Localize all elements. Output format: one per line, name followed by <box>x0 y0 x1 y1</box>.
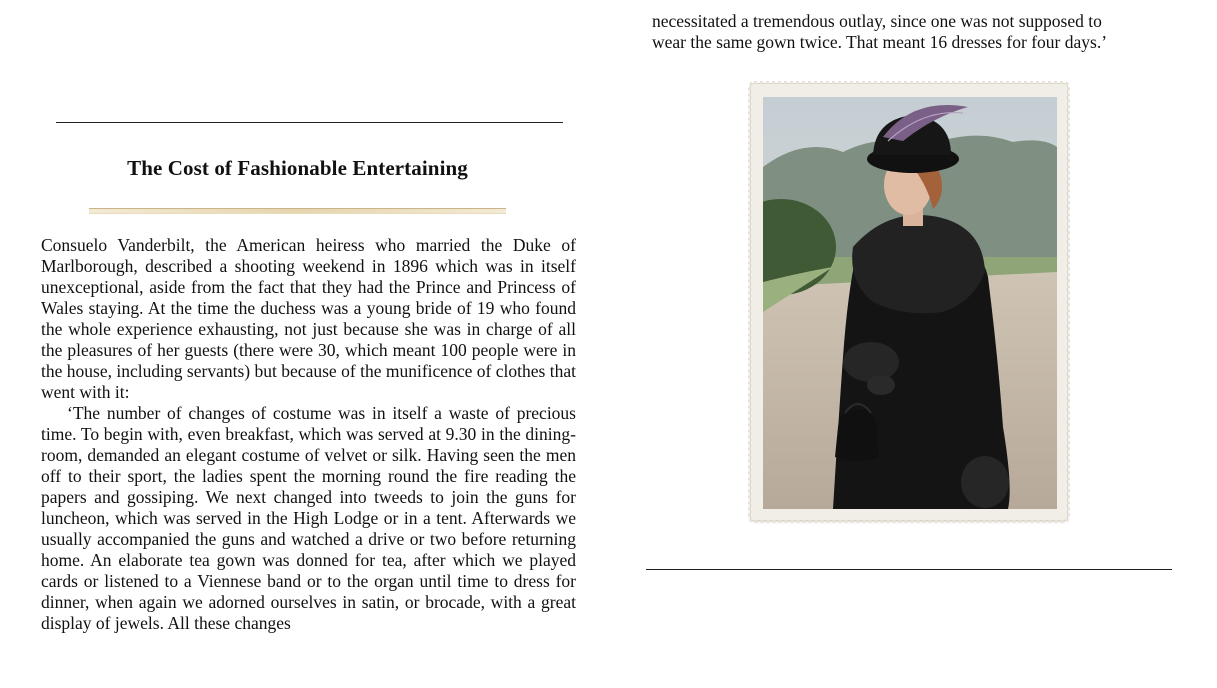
fur-cuff <box>843 342 899 382</box>
section-title: The Cost of Fashionable Entertaining <box>127 156 468 180</box>
fur-collar <box>852 215 985 313</box>
paragraph: Consuelo Vanderbilt, the American heiress who married the Duke of Marlborough, described a shooting weekend in 1896 which was in itself unexceptional, aside from the fact that they had the Prince and Princess of Wales staying. At the time the duchess was a young bride of 19 who found the whole experience exhausting, not just because she was in charge of all the pleasures of her guests (there were 30, which meant 100 people were in the house, including servants) but because of the munificence of clothes that went with it: <box>41 235 576 402</box>
section-divider-top <box>56 122 563 123</box>
text-line: necessitated a tremendous outlay, since one was not supposed to <box>652 11 1102 31</box>
right-column-text <box>652 11 1192 53</box>
section-divider-bottom <box>646 569 1172 570</box>
quote-paragraph: ‘The number of changes of costume was in itself a waste of precious time. To begin with, even breakfast, which was served at 9.30 in the dining-room, demanded an elegant costume of velvet or silk. Having seen the men off to their sport, the ladies spent the morning round the fire reading the papers and gossiping. We next changed into tweeds to join the guns for luncheon, which was served in the High Lodge or in a tent. Afterwards we usually accompanied the guns and watched a drive or two before returning home. An elaborate tea gown was donned for tea, after which we played cards or listened to a Viennese band or to the organ until time to dress for dinner, when again we adorned ourselves in satin, or brocade, with a great display of jewels. All these changes <box>41 403 576 633</box>
photo-frame <box>751 84 1067 520</box>
glove <box>867 375 895 395</box>
fur-cuff <box>961 456 1009 508</box>
title-ornament <box>89 208 506 214</box>
photo-illustration <box>763 97 1057 509</box>
text-line: wear the same gown twice. That meant 16 dresses for four days.’ <box>652 32 1108 52</box>
vintage-photo-icon <box>763 97 1057 509</box>
section-body <box>41 235 576 634</box>
